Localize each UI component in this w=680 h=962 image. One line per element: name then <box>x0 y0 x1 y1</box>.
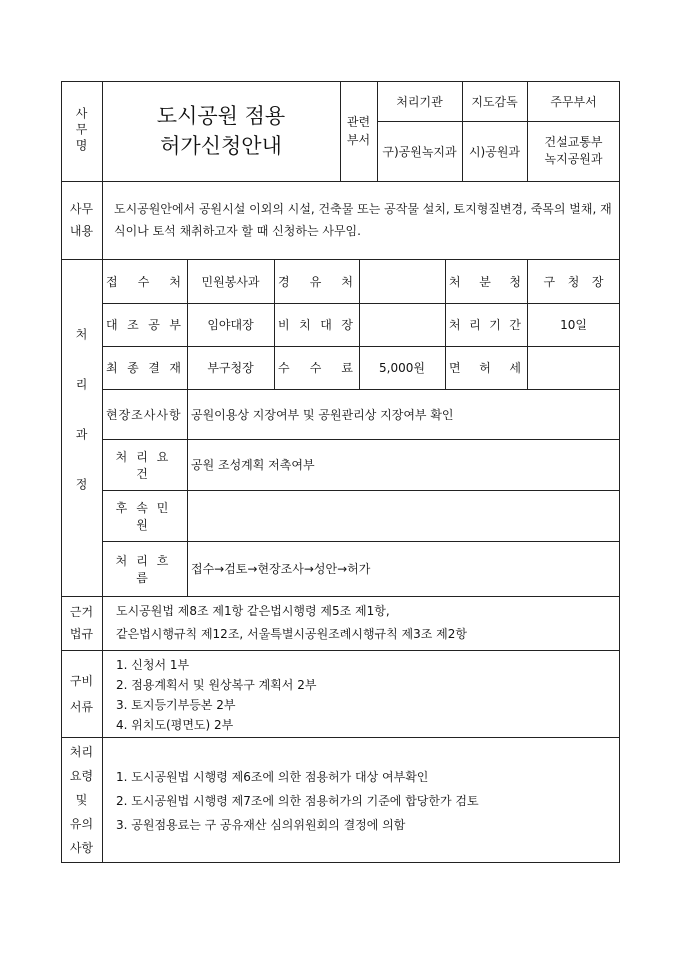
row-value-site: 공원이용상 지장여부 및 공원관리상 지장여부 확인 <box>191 407 454 422</box>
notes-label <box>61 740 102 860</box>
related-dept-label: 관련부서 <box>346 115 371 147</box>
grid-value: 민원봉사과 <box>201 274 260 289</box>
law-line-1: 도시공원법 제8조 제1항 같은법시행령 제5조 제1항, <box>116 604 390 618</box>
col-value-processing: 구)공원녹지과 <box>382 144 457 159</box>
col-head-supervision: 지도감독 <box>471 94 518 109</box>
docs-label: 구비서류 <box>69 673 94 714</box>
docs-line-2: 2. 점용계획서 및 원상복구 계획서 2부 <box>116 678 317 692</box>
row-label-requirement: 처리요건 <box>115 449 178 481</box>
notes-label-2: 요령 <box>69 769 94 783</box>
grid-label <box>102 303 191 346</box>
title-line-2: 허가신청안내 <box>160 134 282 158</box>
grid-label <box>445 259 540 303</box>
row-label-flow: 처리흐름 <box>115 553 178 585</box>
docs-line-3: 3. 토지등기부등본 2부 <box>116 698 236 712</box>
notes-label-5: 사항 <box>69 841 94 855</box>
grid-value: 5,000원 <box>379 361 425 375</box>
process-label: 처리과정 <box>74 327 88 528</box>
notes-line-2: 2. 도시공원법 시행령 제7조에 의한 점용허가의 기준에 합당한가 검토 <box>116 794 479 808</box>
divider <box>61 650 620 651</box>
grid-label-text: 면허세 <box>449 361 540 375</box>
notes-line-3: 3. 공원점용료는 구 공유재산 심의위원회의 결정에 의함 <box>116 818 406 832</box>
notes-line-1: 1. 도시공원법 시행령 제6조에 의한 점용허가 대상 여부확인 <box>116 770 429 784</box>
grid-value: 임야대장 <box>207 318 254 332</box>
grid-label <box>445 303 530 346</box>
row-value-flow: 접수→검토→현장조사→성안→허가 <box>191 562 371 576</box>
row-value-requirement: 공원 조성계획 저촉여부 <box>191 458 315 472</box>
law-line-2: 같은법시행규칙 제12조, 서울특별시공원조례시행규칙 제3조 제2항 <box>116 627 468 641</box>
docs-line-1: 1. 신청서 1부 <box>116 658 190 672</box>
grid-value <box>527 259 620 303</box>
col-head-main-dept: 주무부서 <box>550 94 597 109</box>
grid-value-text: 구청장 <box>543 274 617 289</box>
docs-line-4: 4. 위치도(평면도) 2부 <box>116 718 234 732</box>
grid-label-text: 최종결재 <box>106 361 191 375</box>
law-label: 근거법규 <box>69 605 94 641</box>
grid-label <box>274 346 374 389</box>
row-value-followup <box>187 490 620 541</box>
grid-value <box>359 259 445 303</box>
grid-label-text: 대조공부 <box>106 318 191 332</box>
grid-label-text: 처분청 <box>449 274 540 289</box>
grid-label <box>274 259 374 303</box>
grid-value: 부구청장 <box>207 361 254 375</box>
grid-label <box>274 303 363 346</box>
grid-label-text: 접수처 <box>106 274 202 289</box>
grid-value <box>359 303 445 346</box>
grid-label-text: 수수료 <box>278 361 374 375</box>
notes-label-4: 유의 <box>69 817 94 831</box>
col-value-main-dept: 건설교통부 녹지공원과 <box>544 135 603 166</box>
header-label: 사무명 <box>74 107 88 155</box>
work-text: 도시공원안에서 공원시설 이외의 시설, 건축물 또는 공작물 설치, 토지형질변경, 죽목의 벌채, 재식이나 토석 채취하고자 할 때 신청하는 사무임. <box>114 202 612 238</box>
work-label: 사무내용 <box>69 202 94 238</box>
grid-value: 10일 <box>560 318 587 332</box>
divider <box>61 737 620 738</box>
notes-label-3: 및 <box>75 793 88 807</box>
notes-label-1: 처리 <box>69 745 94 759</box>
divider <box>61 181 620 182</box>
grid-label-text: 처리기간 <box>449 318 530 332</box>
row-label-followup: 후속민원 <box>115 500 178 532</box>
grid-value <box>527 346 620 389</box>
title-line-1: 도시공원 점용 <box>156 104 286 128</box>
page-title <box>102 81 340 181</box>
grid-label <box>102 259 202 303</box>
col-head-processing: 처리기관 <box>396 94 443 109</box>
grid-label <box>102 346 191 389</box>
grid-label <box>445 346 540 389</box>
divider <box>61 596 620 597</box>
grid-label-text: 비치대장 <box>278 318 363 332</box>
row-label-site: 현장조사사항 <box>106 407 182 422</box>
col-value-supervision: 시)공원과 <box>468 144 521 159</box>
grid-label-text: 경유처 <box>278 274 374 289</box>
